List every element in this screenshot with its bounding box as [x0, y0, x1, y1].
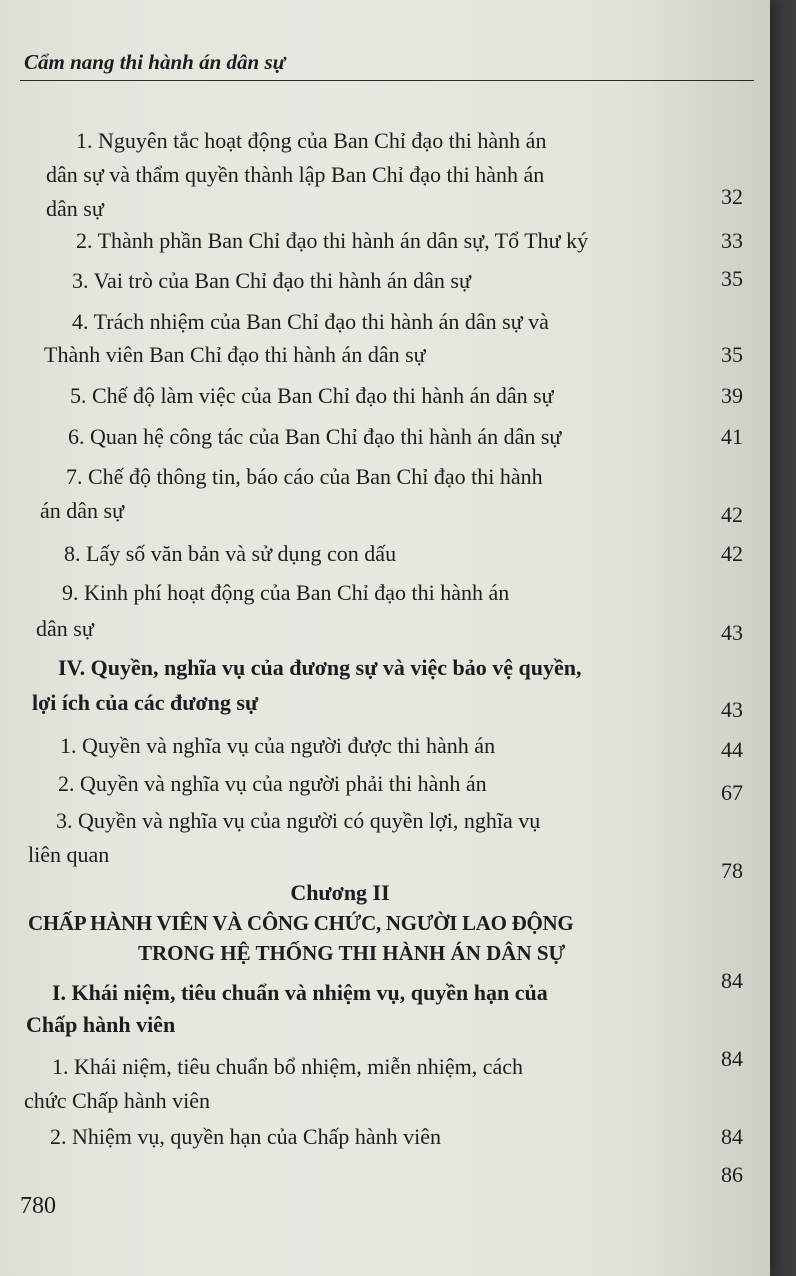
toc-entry-text: chức Chấp hành viên	[24, 1088, 211, 1113]
toc-page-number: 35	[721, 342, 743, 367]
toc-page-number: 78	[721, 858, 743, 883]
toc-entry-text: 8. Lấy số văn bản và sử dụng con dấu	[64, 541, 397, 566]
toc-page-number: 67	[721, 780, 743, 805]
chapter-title: CHẤP HÀNH VIÊN VÀ CÔNG CHỨC, NGƯỜI LAO ĐỘNG	[28, 911, 574, 935]
toc-entry-text: 5. Chế độ làm việc của Ban Chỉ đạo thi hành án dân sự	[70, 383, 554, 408]
chapter-label: Chương II	[290, 880, 390, 905]
toc-entry-text: 1. Khái niệm, tiêu chuẩn bổ nhiệm, miễn nhiệm, cách	[52, 1054, 524, 1079]
header-rule	[20, 80, 754, 81]
toc-page-number: 41	[721, 424, 743, 449]
toc-entry-text: 1. Quyền và nghĩa vụ của người được thi hành án	[60, 733, 496, 758]
toc-entry-text: dân sự	[36, 616, 94, 641]
toc-page-number: 84	[721, 1124, 743, 1149]
toc-page-number: 32	[721, 184, 743, 209]
toc-section-heading: Chấp hành viên	[26, 1012, 176, 1037]
toc-page-number: 35	[721, 266, 743, 291]
toc-page-number: 42	[721, 541, 743, 566]
toc-page-number: 43	[721, 697, 743, 722]
toc-entry-text: 7. Chế độ thông tin, báo cáo của Ban Chỉ đạo thi hành	[66, 464, 543, 489]
toc-entry-text: 9. Kinh phí hoạt động của Ban Chỉ đạo thi hành án	[62, 580, 510, 605]
toc-entry-text: dân sự và thẩm quyền thành lập Ban Chỉ đạo thi hành án	[46, 162, 545, 187]
toc-page-number: 39	[721, 383, 743, 408]
toc-entry-text: 4. Trách nhiệm của Ban Chỉ đạo thi hành án dân sự và	[72, 309, 549, 334]
toc-page-number: 33	[721, 228, 743, 253]
toc-entry-text: 3. Vai trò của Ban Chỉ đạo thi hành án dân sự	[72, 268, 471, 293]
toc-page-number: 86	[721, 1162, 743, 1187]
toc-entry-text: dân sự	[46, 196, 104, 221]
toc-page-number: 84	[721, 968, 743, 993]
toc-section-heading: lợi ích của các đương sự	[32, 690, 259, 715]
toc-page-number: 44	[721, 737, 743, 762]
toc-entry-text: 2. Quyền và nghĩa vụ của người phải thi hành án	[58, 771, 487, 796]
toc-page-number: 43	[721, 620, 743, 645]
page-number-footer: 780	[20, 1193, 56, 1219]
running-header: Cẩm nang thi hành án dân sự	[24, 50, 286, 74]
toc-entry-text: 1. Nguyên tắc hoạt động của Ban Chỉ đạo thi hành án	[76, 128, 547, 153]
toc-entry-text: án dân sự	[40, 498, 125, 523]
chapter-title: TRONG HỆ THỐNG THI HÀNH ÁN DÂN SỰ	[138, 941, 566, 965]
toc-entry-text: liên quan	[28, 842, 110, 867]
toc-entry-text: 2. Thành phần Ban Chỉ đạo thi hành án dân sự, Tổ Thư ký	[76, 228, 589, 253]
toc-page-number: 84	[721, 1046, 743, 1071]
toc-entry-text: 2. Nhiệm vụ, quyền hạn của Chấp hành viên	[50, 1124, 442, 1149]
toc-section-heading: I. Khái niệm, tiêu chuẩn và nhiệm vụ, quyền hạn của	[52, 980, 548, 1005]
toc-entry-text: 6. Quan hệ công tác của Ban Chỉ đạo thi hành án dân sự	[68, 424, 562, 449]
toc-entry-text: 3. Quyền và nghĩa vụ của người có quyền lợi, nghĩa vụ	[56, 808, 541, 833]
toc-section-heading: IV. Quyền, nghĩa vụ của đương sự và việc bảo vệ quyền,	[58, 655, 582, 680]
toc-entry-text: Thành viên Ban Chỉ đạo thi hành án dân sự	[44, 342, 426, 367]
toc-page-number: 42	[721, 502, 743, 527]
